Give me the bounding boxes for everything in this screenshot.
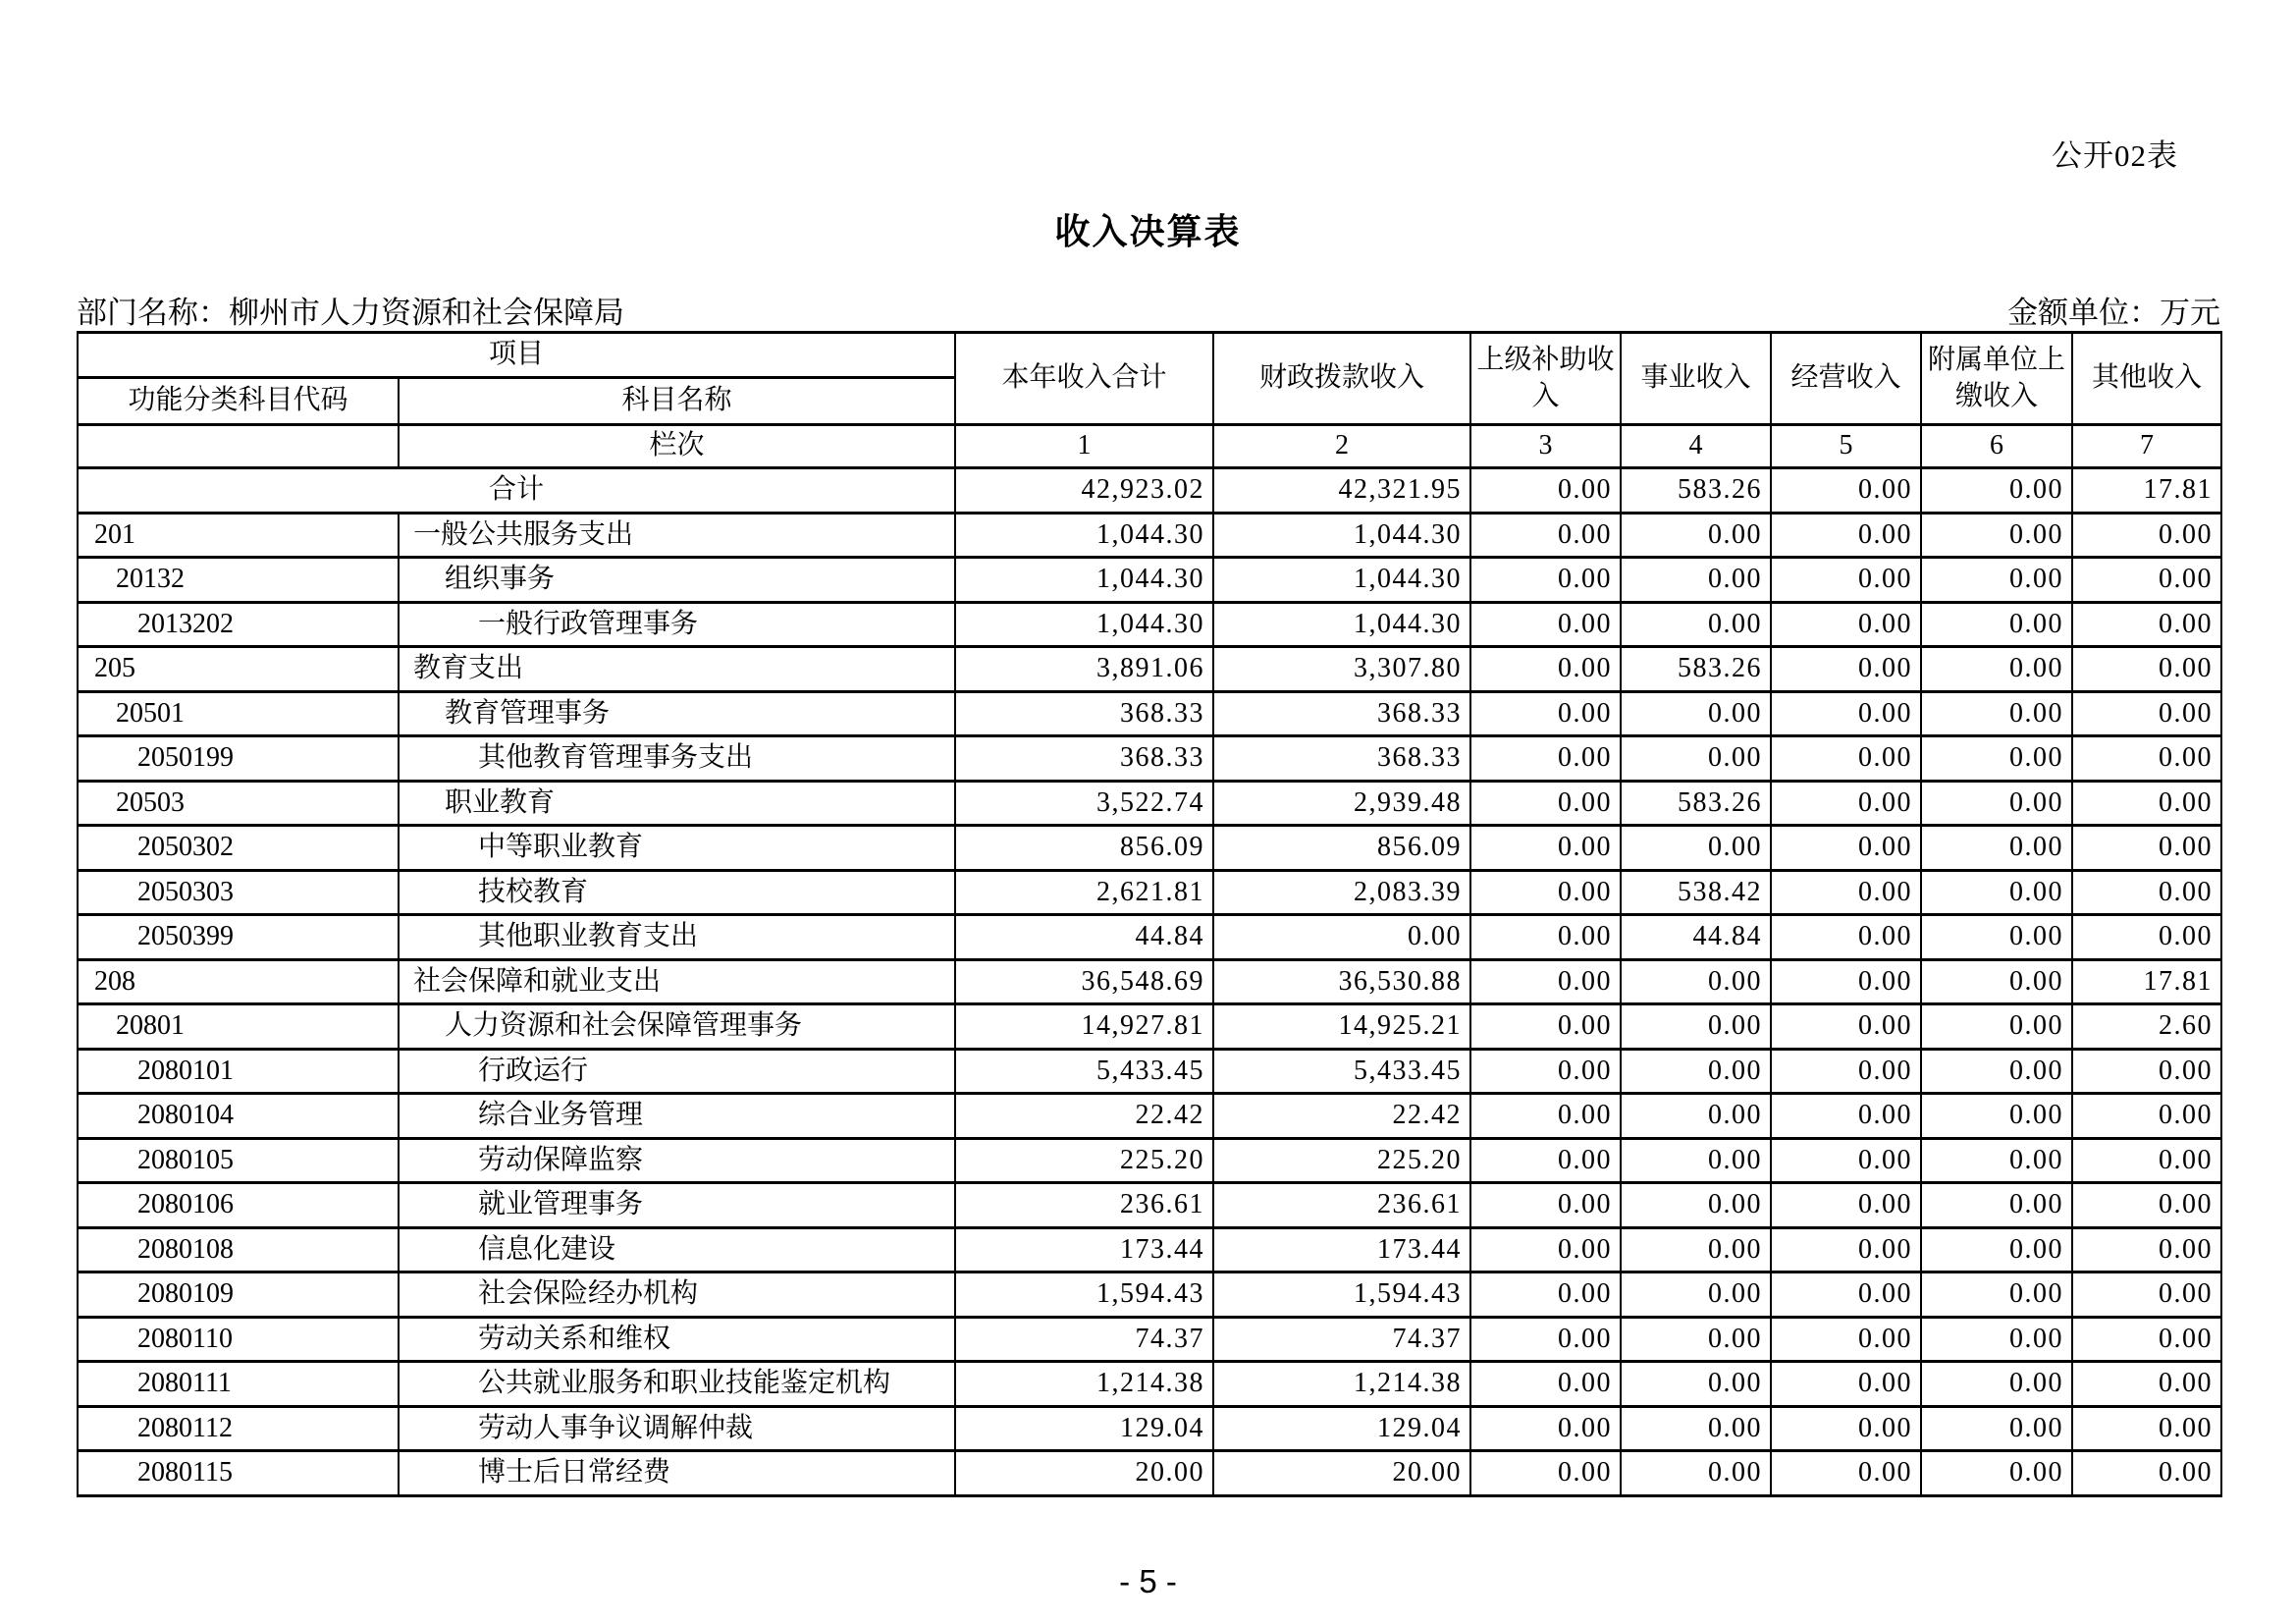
- row-value-fiscal-allocation: 1,044.30: [1213, 558, 1470, 603]
- row-value-superior-subsidy: 0.00: [1470, 1227, 1621, 1272]
- total-row-value: 42,321.95: [1213, 468, 1470, 514]
- row-subject-name: 技校教育: [399, 870, 955, 915]
- row-value-business-income: 0.00: [1621, 1183, 1771, 1228]
- row-value-superior-subsidy: 0.00: [1470, 1049, 1621, 1094]
- row-value-other-income: 0.00: [2072, 558, 2221, 603]
- row-subject-name: 人力资源和社会保障管理事务: [399, 1004, 955, 1050]
- table-row: [78, 558, 2221, 603]
- row-value-business-income: 0.00: [1621, 1272, 1771, 1318]
- row-value-business-income: 0.00: [1621, 602, 1771, 647]
- row-value-total: 36,548.69: [955, 959, 1213, 1004]
- row-value-total: 225.20: [955, 1138, 1213, 1183]
- row-value-affiliated-unit: 0.00: [1921, 1227, 2072, 1272]
- row-function-code: 2080111: [78, 1362, 399, 1407]
- row-value-fiscal-allocation: 368.33: [1213, 736, 1470, 782]
- row-function-code: 208: [78, 959, 399, 1004]
- row-value-total: 14,927.81: [955, 1004, 1213, 1050]
- column-number-6: 6: [1921, 425, 2072, 468]
- row-value-total: 1,044.30: [955, 558, 1213, 603]
- table-row: [78, 647, 2221, 692]
- row-value-total: 22.42: [955, 1094, 1213, 1139]
- row-value-other-income: 0.00: [2072, 1227, 2221, 1272]
- column-number-3: 3: [1470, 425, 1621, 468]
- row-value-other-income: 0.00: [2072, 647, 2221, 692]
- row-value-operating-income: 0.00: [1771, 915, 1921, 960]
- row-value-operating-income: 0.00: [1771, 870, 1921, 915]
- row-value-total: 173.44: [955, 1227, 1213, 1272]
- row-value-affiliated-unit: 0.00: [1921, 1049, 2072, 1094]
- row-function-code: 201: [78, 513, 399, 558]
- row-value-other-income: 0.00: [2072, 1094, 2221, 1139]
- row-value-superior-subsidy: 0.00: [1470, 826, 1621, 871]
- row-value-business-income: 583.26: [1621, 781, 1771, 826]
- row-value-fiscal-allocation: 2,083.39: [1213, 870, 1470, 915]
- column-index-empty-cell: [78, 425, 399, 468]
- column-number-7: 7: [2072, 425, 2221, 468]
- column-number-2: 2: [1213, 425, 1470, 468]
- row-value-affiliated-unit: 0.00: [1921, 736, 2072, 782]
- row-value-operating-income: 0.00: [1771, 1362, 1921, 1407]
- row-value-operating-income: 0.00: [1771, 513, 1921, 558]
- row-value-total: 1,044.30: [955, 513, 1213, 558]
- row-value-other-income: 17.81: [2072, 959, 2221, 1004]
- row-subject-name: 劳动人事争议调解仲裁: [399, 1406, 955, 1451]
- total-row-value: 42,923.02: [955, 468, 1213, 514]
- row-value-fiscal-allocation: 236.61: [1213, 1183, 1470, 1228]
- row-value-fiscal-allocation: 856.09: [1213, 826, 1470, 871]
- row-value-fiscal-allocation: 2,939.48: [1213, 781, 1470, 826]
- row-value-total: 20.00: [955, 1451, 1213, 1496]
- row-value-business-income: 0.00: [1621, 1362, 1771, 1407]
- row-value-fiscal-allocation: 74.37: [1213, 1317, 1470, 1362]
- header-col-affiliated-unit: 附属单位上缴收入: [1921, 333, 2072, 425]
- row-value-operating-income: 0.00: [1771, 1094, 1921, 1139]
- row-value-fiscal-allocation: 22.42: [1213, 1094, 1470, 1139]
- header-col-fiscal-allocation: 财政拨款收入: [1213, 333, 1470, 425]
- row-value-operating-income: 0.00: [1771, 736, 1921, 782]
- row-value-operating-income: 0.00: [1771, 1317, 1921, 1362]
- row-function-code: 20503: [78, 781, 399, 826]
- row-value-total: 1,044.30: [955, 602, 1213, 647]
- row-value-operating-income: 0.00: [1771, 691, 1921, 736]
- row-value-affiliated-unit: 0.00: [1921, 1138, 2072, 1183]
- row-value-affiliated-unit: 0.00: [1921, 915, 2072, 960]
- row-value-other-income: 0.00: [2072, 781, 2221, 826]
- row-value-superior-subsidy: 0.00: [1470, 1317, 1621, 1362]
- table-row: [78, 1362, 2221, 1407]
- table-row: [78, 1406, 2221, 1451]
- row-function-code: 205: [78, 647, 399, 692]
- table-row: [78, 1138, 2221, 1183]
- row-subject-name: 组织事务: [399, 558, 955, 603]
- row-subject-name: 一般公共服务支出: [399, 513, 955, 558]
- row-value-fiscal-allocation: 1,594.43: [1213, 1272, 1470, 1318]
- row-value-operating-income: 0.00: [1771, 959, 1921, 1004]
- row-value-fiscal-allocation: 5,433.45: [1213, 1049, 1470, 1094]
- row-function-code: 2080112: [78, 1406, 399, 1451]
- row-value-affiliated-unit: 0.00: [1921, 1183, 2072, 1228]
- row-value-fiscal-allocation: 173.44: [1213, 1227, 1470, 1272]
- row-function-code: 20801: [78, 1004, 399, 1050]
- form-number-label: 公开02表: [2052, 138, 2178, 173]
- row-subject-name: 一般行政管理事务: [399, 602, 955, 647]
- row-value-fiscal-allocation: 1,044.30: [1213, 513, 1470, 558]
- row-value-total: 368.33: [955, 736, 1213, 782]
- row-value-operating-income: 0.00: [1771, 781, 1921, 826]
- row-value-business-income: 0.00: [1621, 1227, 1771, 1272]
- row-value-affiliated-unit: 0.00: [1921, 781, 2072, 826]
- row-function-code: 2080109: [78, 1272, 399, 1318]
- row-subject-name: 综合业务管理: [399, 1094, 955, 1139]
- total-row-value: 0.00: [1470, 468, 1621, 514]
- row-value-affiliated-unit: 0.00: [1921, 959, 2072, 1004]
- row-value-superior-subsidy: 0.00: [1470, 602, 1621, 647]
- row-value-total: 3,891.06: [955, 647, 1213, 692]
- row-subject-name: 行政运行: [399, 1049, 955, 1094]
- row-value-other-income: 0.00: [2072, 602, 2221, 647]
- row-subject-name: 教育支出: [399, 647, 955, 692]
- row-value-operating-income: 0.00: [1771, 1004, 1921, 1050]
- table-row: [78, 826, 2221, 871]
- header-col-other-income: 其他收入: [2072, 333, 2221, 425]
- row-function-code: 2050199: [78, 736, 399, 782]
- row-subject-name: 教育管理事务: [399, 691, 955, 736]
- row-value-fiscal-allocation: 20.00: [1213, 1451, 1470, 1496]
- page-title: 收入决算表: [1054, 212, 1242, 251]
- row-value-fiscal-allocation: 36,530.88: [1213, 959, 1470, 1004]
- row-value-other-income: 0.00: [2072, 1049, 2221, 1094]
- row-function-code: 20501: [78, 691, 399, 736]
- table-row: [78, 915, 2221, 960]
- row-value-business-income: 44.84: [1621, 915, 1771, 960]
- row-value-business-income: 0.00: [1621, 691, 1771, 736]
- row-value-affiliated-unit: 0.00: [1921, 1362, 2072, 1407]
- row-value-other-income: 0.00: [2072, 1317, 2221, 1362]
- row-value-business-income: 0.00: [1621, 1317, 1771, 1362]
- row-value-total: 1,214.38: [955, 1362, 1213, 1407]
- total-row: [78, 468, 2221, 514]
- row-value-operating-income: 0.00: [1771, 1451, 1921, 1496]
- row-value-affiliated-unit: 0.00: [1921, 558, 2072, 603]
- row-function-code: 2080106: [78, 1183, 399, 1228]
- row-value-other-income: 0.00: [2072, 1406, 2221, 1451]
- table-row: [78, 1049, 2221, 1094]
- table-row: [78, 691, 2221, 736]
- row-value-total: 236.61: [955, 1183, 1213, 1228]
- column-number-5: 5: [1771, 425, 1921, 468]
- table-header: [78, 333, 2221, 468]
- row-value-superior-subsidy: 0.00: [1470, 1362, 1621, 1407]
- row-value-superior-subsidy: 0.00: [1470, 1138, 1621, 1183]
- table-row: [78, 1451, 2221, 1496]
- row-subject-name: 信息化建设: [399, 1227, 955, 1272]
- row-function-code: 2080104: [78, 1094, 399, 1139]
- total-row-label: 合计: [78, 468, 955, 514]
- column-number-4: 4: [1621, 425, 1771, 468]
- row-value-business-income: 0.00: [1621, 959, 1771, 1004]
- column-index-label: 栏次: [399, 425, 955, 468]
- row-value-total: 368.33: [955, 691, 1213, 736]
- row-function-code: 2080101: [78, 1049, 399, 1094]
- row-function-code: 2080108: [78, 1227, 399, 1272]
- row-value-operating-income: 0.00: [1771, 826, 1921, 871]
- row-function-code: 2080110: [78, 1317, 399, 1362]
- row-value-other-income: 0.00: [2072, 691, 2221, 736]
- table-row: [78, 870, 2221, 915]
- header-col-total: 本年收入合计: [955, 333, 1213, 425]
- row-value-fiscal-allocation: 0.00: [1213, 915, 1470, 960]
- table-row: [78, 959, 2221, 1004]
- row-value-business-income: 0.00: [1621, 1094, 1771, 1139]
- row-function-code: 2080115: [78, 1451, 399, 1496]
- total-row-value: 17.81: [2072, 468, 2221, 514]
- row-subject-name: 其他职业教育支出: [399, 915, 955, 960]
- row-value-operating-income: 0.00: [1771, 1049, 1921, 1094]
- row-function-code: 20132: [78, 558, 399, 603]
- page-number: - 5 -: [1119, 1563, 1177, 1599]
- row-value-affiliated-unit: 0.00: [1921, 1406, 2072, 1451]
- column-number-1: 1: [955, 425, 1213, 468]
- row-value-operating-income: 0.00: [1771, 647, 1921, 692]
- total-row-value: 0.00: [1921, 468, 2072, 514]
- row-value-total: 1,594.43: [955, 1272, 1213, 1318]
- table-row: [78, 1272, 2221, 1318]
- row-subject-name: 劳动关系和维权: [399, 1317, 955, 1362]
- row-value-superior-subsidy: 0.00: [1470, 558, 1621, 603]
- row-value-fiscal-allocation: 129.04: [1213, 1406, 1470, 1451]
- row-value-superior-subsidy: 0.00: [1470, 1272, 1621, 1318]
- table-body: [78, 468, 2221, 1496]
- row-value-fiscal-allocation: 14,925.21: [1213, 1004, 1470, 1050]
- row-value-operating-income: 0.00: [1771, 1227, 1921, 1272]
- row-value-other-income: 0.00: [2072, 1183, 2221, 1228]
- row-value-affiliated-unit: 0.00: [1921, 1317, 2072, 1362]
- row-value-superior-subsidy: 0.00: [1470, 647, 1621, 692]
- table-row: [78, 1094, 2221, 1139]
- header-code-label: 功能分类科目代码: [78, 378, 399, 425]
- header-col-business-income: 事业收入: [1621, 333, 1771, 425]
- row-value-business-income: 0.00: [1621, 1004, 1771, 1050]
- row-value-operating-income: 0.00: [1771, 602, 1921, 647]
- row-value-other-income: 0.00: [2072, 1451, 2221, 1496]
- total-row-value: 583.26: [1621, 468, 1771, 514]
- row-subject-name: 劳动保障监察: [399, 1138, 955, 1183]
- row-value-affiliated-unit: 0.00: [1921, 870, 2072, 915]
- row-value-total: 856.09: [955, 826, 1213, 871]
- table-row: [78, 1004, 2221, 1050]
- row-subject-name: 公共就业服务和职业技能鉴定机构: [399, 1362, 955, 1407]
- table-row: [78, 602, 2221, 647]
- table-row: [78, 1227, 2221, 1272]
- row-function-code: 2050302: [78, 826, 399, 871]
- row-value-superior-subsidy: 0.00: [1470, 781, 1621, 826]
- row-value-business-income: 0.00: [1621, 513, 1771, 558]
- row-subject-name: 职业教育: [399, 781, 955, 826]
- row-subject-name: 就业管理事务: [399, 1183, 955, 1228]
- row-value-superior-subsidy: 0.00: [1470, 1183, 1621, 1228]
- row-value-operating-income: 0.00: [1771, 1138, 1921, 1183]
- row-value-fiscal-allocation: 1,044.30: [1213, 602, 1470, 647]
- row-value-affiliated-unit: 0.00: [1921, 1272, 2072, 1318]
- header-project-group: 项目: [78, 333, 955, 378]
- row-value-total: 74.37: [955, 1317, 1213, 1362]
- row-value-business-income: 0.00: [1621, 1049, 1771, 1094]
- row-value-other-income: 0.00: [2072, 915, 2221, 960]
- row-value-business-income: 0.00: [1621, 558, 1771, 603]
- row-value-fiscal-allocation: 1,214.38: [1213, 1362, 1470, 1407]
- row-function-code: 2050399: [78, 915, 399, 960]
- row-value-business-income: 0.00: [1621, 736, 1771, 782]
- row-value-operating-income: 0.00: [1771, 558, 1921, 603]
- row-value-superior-subsidy: 0.00: [1470, 959, 1621, 1004]
- row-value-total: 44.84: [955, 915, 1213, 960]
- table-row: [78, 781, 2221, 826]
- header-name-label: 科目名称: [399, 378, 955, 425]
- table-row: [78, 736, 2221, 782]
- row-value-superior-subsidy: 0.00: [1470, 1451, 1621, 1496]
- row-value-total: 2,621.81: [955, 870, 1213, 915]
- row-subject-name: 社会保险经办机构: [399, 1272, 955, 1318]
- row-value-superior-subsidy: 0.00: [1470, 870, 1621, 915]
- header-col-operating-income: 经营收入: [1771, 333, 1921, 425]
- table-row: [78, 513, 2221, 558]
- row-subject-name: 博士后日常经费: [399, 1451, 955, 1496]
- row-value-superior-subsidy: 0.00: [1470, 915, 1621, 960]
- row-value-business-income: 0.00: [1621, 826, 1771, 871]
- row-value-affiliated-unit: 0.00: [1921, 691, 2072, 736]
- department-name-label: 部门名称：柳州市人力资源和社会保障局: [77, 296, 624, 330]
- row-value-business-income: 0.00: [1621, 1138, 1771, 1183]
- row-value-superior-subsidy: 0.00: [1470, 1406, 1621, 1451]
- row-value-superior-subsidy: 0.00: [1470, 513, 1621, 558]
- row-value-total: 129.04: [955, 1406, 1213, 1451]
- total-row-value: 0.00: [1771, 468, 1921, 514]
- row-value-other-income: 0.00: [2072, 1138, 2221, 1183]
- row-value-superior-subsidy: 0.00: [1470, 736, 1621, 782]
- row-value-operating-income: 0.00: [1771, 1272, 1921, 1318]
- row-value-affiliated-unit: 0.00: [1921, 1451, 2072, 1496]
- amount-unit-label: 金额单位：万元: [2007, 296, 2220, 330]
- row-function-code: 2080105: [78, 1138, 399, 1183]
- row-value-operating-income: 0.00: [1771, 1183, 1921, 1228]
- row-value-other-income: 0.00: [2072, 736, 2221, 782]
- row-value-other-income: 0.00: [2072, 1272, 2221, 1318]
- row-value-affiliated-unit: 0.00: [1921, 1004, 2072, 1050]
- row-value-superior-subsidy: 0.00: [1470, 691, 1621, 736]
- row-value-business-income: 0.00: [1621, 1451, 1771, 1496]
- row-value-superior-subsidy: 0.00: [1470, 1094, 1621, 1139]
- table-row: [78, 1183, 2221, 1228]
- row-subject-name: 社会保障和就业支出: [399, 959, 955, 1004]
- row-value-total: 5,433.45: [955, 1049, 1213, 1094]
- table-meta-line: [77, 288, 2220, 330]
- row-value-other-income: 0.00: [2072, 870, 2221, 915]
- row-value-operating-income: 0.00: [1771, 1406, 1921, 1451]
- row-value-business-income: 538.42: [1621, 870, 1771, 915]
- row-function-code: 2050303: [78, 870, 399, 915]
- row-value-affiliated-unit: 0.00: [1921, 602, 2072, 647]
- row-value-business-income: 583.26: [1621, 647, 1771, 692]
- row-value-total: 3,522.74: [955, 781, 1213, 826]
- revenue-table: [77, 331, 2222, 1497]
- row-value-affiliated-unit: 0.00: [1921, 826, 2072, 871]
- header-col-superior-subsidy: 上级补助收入: [1470, 333, 1621, 425]
- row-value-fiscal-allocation: 3,307.80: [1213, 647, 1470, 692]
- row-value-fiscal-allocation: 368.33: [1213, 691, 1470, 736]
- row-value-business-income: 0.00: [1621, 1406, 1771, 1451]
- row-subject-name: 中等职业教育: [399, 826, 955, 871]
- row-subject-name: 其他教育管理事务支出: [399, 736, 955, 782]
- row-value-other-income: 0.00: [2072, 826, 2221, 871]
- row-value-affiliated-unit: 0.00: [1921, 647, 2072, 692]
- row-value-superior-subsidy: 0.00: [1470, 1004, 1621, 1050]
- row-value-fiscal-allocation: 225.20: [1213, 1138, 1470, 1183]
- row-function-code: 2013202: [78, 602, 399, 647]
- row-value-other-income: 0.00: [2072, 513, 2221, 558]
- row-value-affiliated-unit: 0.00: [1921, 513, 2072, 558]
- row-value-other-income: 0.00: [2072, 1362, 2221, 1407]
- row-value-affiliated-unit: 0.00: [1921, 1094, 2072, 1139]
- row-value-other-income: 2.60: [2072, 1004, 2221, 1050]
- table-row: [78, 1317, 2221, 1362]
